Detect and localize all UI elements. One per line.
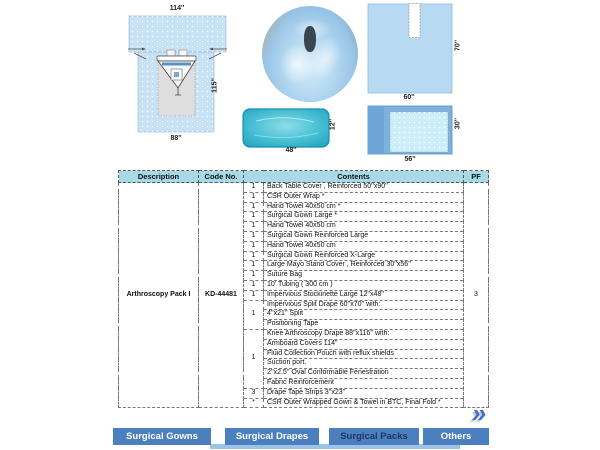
product-photo	[262, 6, 358, 102]
header-description: Description	[119, 171, 199, 183]
nav-button-surgical-packs[interactable]: Surgical Packs	[329, 428, 419, 445]
quantity-cell: 1	[244, 251, 264, 261]
description-cell: Arthroscopy Pack I	[119, 183, 199, 408]
quantity-cell: 1	[244, 231, 264, 241]
quantity-cell: 1	[244, 241, 264, 251]
content-item-cell: 4''x21'' Split	[264, 310, 464, 320]
mayo-stand-cover-diagram	[242, 108, 330, 148]
dimension-label-mayo-width: 48''	[285, 147, 297, 154]
quantity-cell: 1	[244, 192, 264, 202]
category-nav	[113, 428, 489, 445]
content-item-cell: Surgical Gown Reinforced Large	[264, 231, 464, 241]
code-cell: KD-44481	[199, 183, 244, 408]
content-item-cell: Surgical Gown Reinforced X-Large	[264, 251, 464, 261]
table-header-row	[119, 171, 489, 183]
content-item-cell: Armboard Covers 114''	[264, 339, 464, 349]
dimension-label-mayo-height: 12''	[329, 118, 337, 131]
dimension-label-split-height: 70''	[454, 39, 462, 52]
content-item-cell: Drape Tape Strips 3''x23''	[264, 388, 464, 398]
nav-button-surgical-gowns[interactable]: Surgical Gowns	[113, 428, 211, 445]
header-contents: Contents	[244, 171, 464, 183]
contents-tbody	[119, 183, 489, 408]
quantity-cell: 1	[244, 329, 264, 388]
content-item-cell: CSR Outer Wrapped Gown & Towel in BTC, Final Fold *	[264, 398, 464, 408]
content-item-cell: Suction port.	[264, 359, 464, 369]
quantity-cell: 1	[244, 290, 264, 300]
content-item-cell: Surgical Gown Large *	[264, 212, 464, 222]
content-item-cell: Impervious Split Drape 60''x70'' with:	[264, 300, 464, 310]
back-table-cover-diagram	[367, 105, 453, 155]
header-code: Code No.	[199, 171, 244, 183]
content-item-cell: Hand Towel 40x50 cm *	[264, 202, 464, 212]
dimension-label-bottom-width: 88''	[170, 135, 182, 142]
quantity-cell: 1	[244, 222, 264, 232]
dimension-label-top-width: 114''	[169, 5, 185, 12]
content-item-cell: Back Table Cover , Reinforced 50''x90''	[264, 183, 464, 193]
quantity-cell: 1	[244, 280, 264, 290]
content-item-cell: Hand Towel 40x50 cm	[264, 222, 464, 232]
dimension-label-height: 115''	[211, 78, 219, 93]
table-row	[119, 183, 489, 193]
nav-button-others[interactable]: Others	[423, 428, 489, 445]
quantity-cell: 1	[244, 261, 264, 271]
quantity-cell: 1	[244, 183, 264, 193]
dimension-label-split-width: 60''	[403, 94, 415, 101]
content-item-cell: Knee Arthroscopy Drape 88''x116'' with:	[264, 329, 464, 339]
content-item-cell: Impervious Stockinette Large 12''x48''	[264, 290, 464, 300]
pf-cell: 3	[464, 183, 489, 408]
fenestration-opening	[304, 26, 316, 52]
quantity-cell: 1	[244, 212, 264, 222]
content-item-cell: Large Mayo Stand Cover , Reinforced 30''x56''	[264, 261, 464, 271]
content-item-cell: Hand Towel 40x50 cm	[264, 241, 464, 251]
double-chevron-icon[interactable]: »	[471, 398, 487, 428]
quantity-cell: *	[244, 398, 264, 408]
dimension-label-table-height: 30''	[454, 117, 462, 130]
quantity-cell: 1	[244, 271, 264, 281]
nav-button-surgical-drapes[interactable]: Surgical Drapes	[225, 428, 319, 445]
header-pf: PF	[464, 171, 489, 183]
quantity-cell: 1	[244, 202, 264, 212]
split-drape-diagram	[365, 3, 455, 95]
content-item-cell: Fabric Reinforcement	[264, 378, 464, 388]
quantity-cell: 3	[244, 388, 264, 398]
content-item-cell: Fluid Collection Pouch with reflux shields	[264, 349, 464, 359]
content-item-cell: Suture Bag	[264, 271, 464, 281]
content-item-cell: CSR Outer Wrap *	[264, 192, 464, 202]
dimension-label-table-width: 56''	[404, 156, 416, 163]
content-item-cell: Positioning Tape	[264, 320, 464, 330]
contents-table	[118, 170, 489, 408]
content-item-cell: 2''x2.5'' Oval Conformable Fenestration	[264, 369, 464, 379]
quantity-cell: 1	[244, 300, 264, 329]
content-item-cell: 10' Tubing ( 300 cm )	[264, 280, 464, 290]
